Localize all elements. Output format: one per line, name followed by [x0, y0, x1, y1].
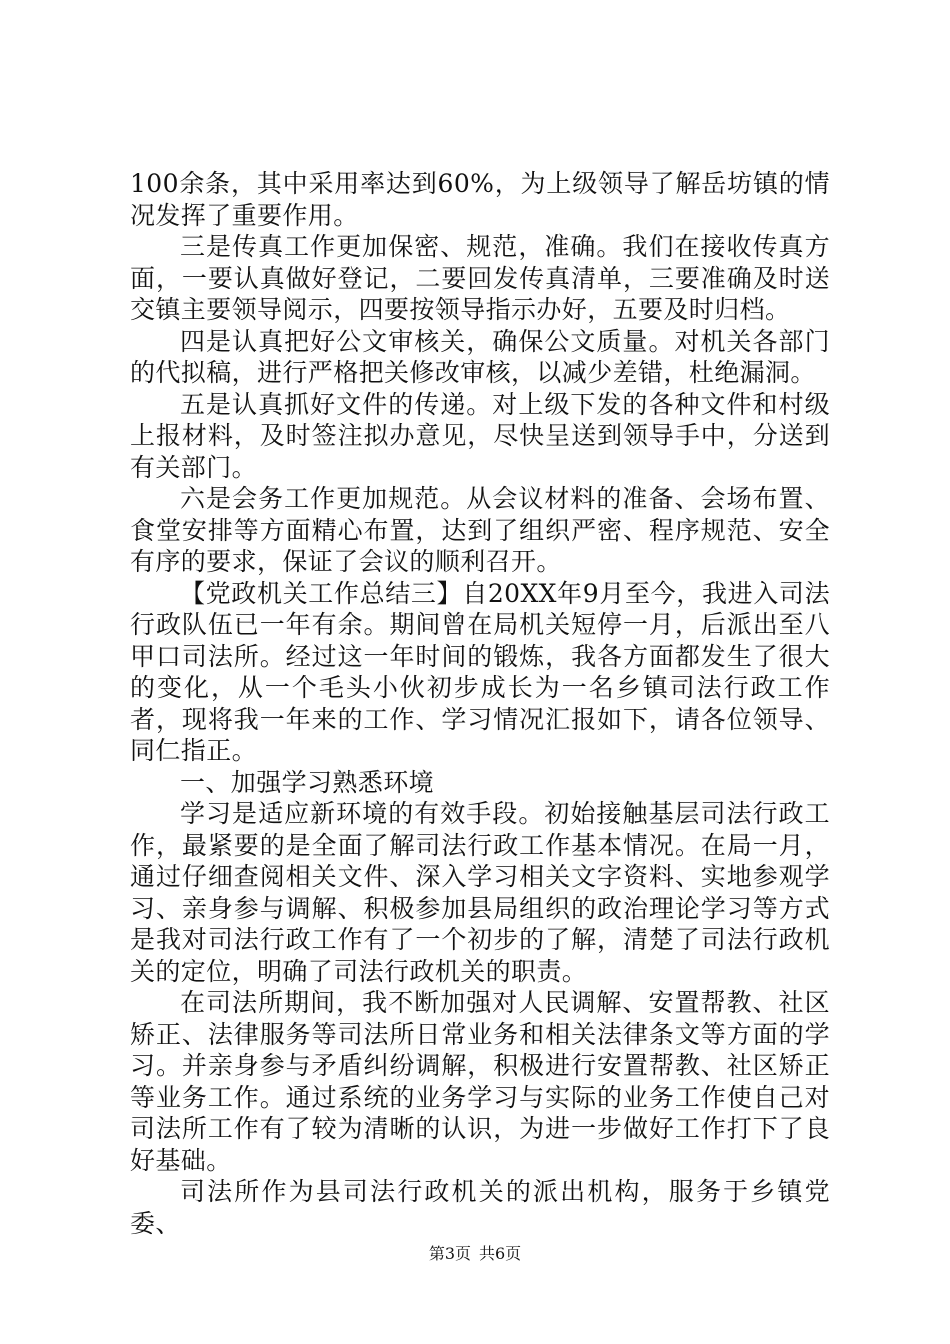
- paragraph-5: 六是会务工作更加规范。从会议材料的准备、会场布置、食堂安排等方面精心布置，达到了组织严密、程序规范、安全有序的要求，保证了会议的顺利召开。: [130, 484, 830, 576]
- section-heading: 一、加强学习熟悉环境: [180, 767, 435, 797]
- page-number-current: 第3页: [428, 1244, 471, 1263]
- paragraph-4: 五是认真抓好文件的传递。对上级下发的各种文件和村级上报材料，及时签注拟办意见，尽快呈送到领导手中，分送到有关部门。: [130, 389, 830, 482]
- paragraph-10: 司法所作为县司法行政机关的派出机构，服务于乡镇党委、: [130, 1177, 830, 1238]
- page-footer: [0, 1244, 950, 1264]
- paragraph-2: 三是传真工作更加保密、规范，准确。我们在接收传真方面，一要认真做好登记，二要回发传真清单，三要准确及时送交镇主要领导阅示，四要按领导指示办好，五要及时归档。: [130, 232, 830, 324]
- paragraph-1: 100余条，其中采用率达到60%，为上级领导了解岳坊镇的情况发挥了重要作用。: [130, 169, 830, 230]
- paragraph-9: 在司法所期间，我不断加强对人民调解、安置帮教、社区矫正、法律服务等司法所日常业务和相关法律条文等方面的学习。并亲身参与矛盾纠纷调解，积极进行安置帮教、社区矫正等业务工作。通过系统的业务学习与实际的业务工作使自己对司法所工作有了较为清晰的认识，为进一步做好工作打下了良好基础。: [130, 988, 830, 1175]
- page-number-total: 共6页: [479, 1244, 522, 1263]
- paragraph-3: 四是认真把好公文审核关，确保公文质量。对机关各部门的代拟稿，进行严格把关修改审核，以减少差错，杜绝漏洞。: [130, 326, 830, 387]
- paragraph-8: 学习是适应新环境的有效手段。初始接触基层司法行政工作，最紧要的是全面了解司法行政工作基本情况。在局一月，通过仔细查阅相关文件、深入学习相关文字资料、实地参观学习、亲身参与调解、积极参加县局组织的政治理论学习等方式是我对司法行政工作有了一个初步的了解，清楚了司法行政机关的定位，明确了司法行政机关的职责。: [130, 799, 830, 986]
- document-body: [130, 168, 830, 1239]
- paragraph-6: 【党政机关工作总结三】自20XX年9月至今，我进入司法行政队伍已一年有余。期间曾在局机关短停一月，后派出至八甲口司法所。经过这一年时间的锻炼，我各方面都发生了很大的变化，从一个毛头小伙初步成长为一名乡镇司法行政工作者，现将我一年来的工作、学习情况汇报如下，请各位领导、同仁指正。: [130, 578, 830, 765]
